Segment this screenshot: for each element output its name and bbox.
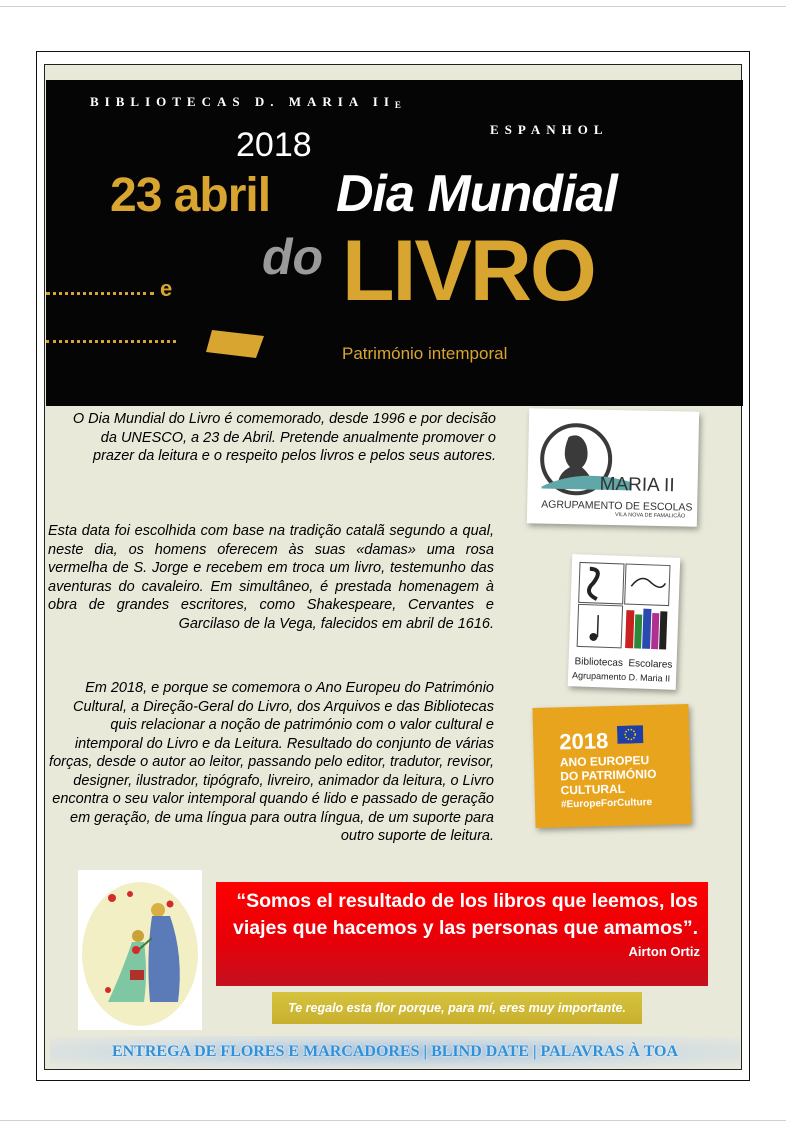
heritage-line3: CULTURAL: [560, 781, 626, 798]
event-banner: [46, 80, 743, 406]
heritage-year: 2018: [559, 728, 609, 755]
heritage-line1: ANO EUROPEU: [559, 753, 650, 770]
school-libraries-logo: [568, 554, 681, 690]
banner-subtitle: Património intemporal: [342, 344, 508, 363]
top-divider: [0, 6, 786, 7]
tradition-paragraph: Esta data foi escolhida com base na tradição catalã segundo a qual, neste dia, os homens oferecem às suas «damas» uma rosa vermelha de S. Jorge e recebem em troca um livro, testemunho das aventuras do cavaleiro. Em simultâneo, é prestada homenagem à obra de grandes escritores, como Shakespeare, Cervantes e Garcilaso de la Vega, falecidos em abril de 1616.: [48, 523, 494, 632]
banner-date: 23 abril: [110, 169, 271, 222]
heritage-hashtag: #EuropeForCulture: [560, 796, 653, 811]
school-logo-sub1: AGRUPAMENTO DE ESCOLAS: [541, 498, 693, 514]
banner-dotted-line: [46, 340, 176, 343]
banner-heading-livro: LIVRO: [342, 223, 595, 319]
banner-connector: e: [160, 276, 173, 301]
illustration-card: [78, 870, 202, 1030]
banner-year: 2018: [236, 126, 312, 164]
eu-flag-icon: [617, 725, 643, 744]
banner-organizer: BIBLIOTECAS D. MARIA IIE: [90, 94, 401, 110]
events-banner: ENTREGA DE FLORES E MARCADORES | BLIND DATE | PALAVRAS À TOA: [50, 1036, 740, 1068]
book-and-rose-illustration-icon: [78, 870, 202, 1030]
bottom-divider: [0, 1120, 786, 1121]
heritage-line2: DO PATRIMÓNIO: [560, 766, 657, 784]
school-logo-sub2: VILA NOVA DE FAMALICÃO: [614, 512, 686, 520]
quote-author: Airton Ortiz: [628, 944, 700, 959]
banner-heading-do: do: [262, 229, 324, 285]
intro-paragraph: O Dia Mundial do Livro é comemorado, desde 1996 e por decisão da UNESCO, a 23 de Abril. Pretende anualmente promover o prazer da leitura e o respeito pelos livros e pelos seus autores.: [72, 411, 496, 464]
heritage-paragraph: Em 2018, e porque se comemora o Ano Europeu do Património Cultural, a Direção-Geral do Livro, dos Arquivos e das Bibliotecas quis relacionar a noção de património com o valor cultural e intemporal do Livro e da Leitura. Resultado do conjunto de várias forças, desde o autor ao leitor, passando pelo editor, tradutor, revisor, designer, ilustrador, tipógrafo, livreiro, animador da leitura, o Livro encontra o seu valor intemporal quando é lido e passado de geração em geração, de uma língua para outra língua, de um suporte para outro suporte de leitura.: [49, 680, 494, 844]
gift-note: Te regalo esta flor porque, para mí, eres muy importante.: [272, 992, 642, 1024]
banner-heading-dia: Dia Mundial: [336, 165, 617, 223]
libraries-logo-line1: Bibliotecas Escolares: [574, 656, 673, 671]
banner-organizer-line2: ESPANHOL: [490, 122, 609, 137]
book-shape-icon: [206, 326, 266, 362]
quote-box: [216, 882, 708, 986]
quote-text: “Somos el resultado de los libros que leemos, los viajes que hacemos y las personas que amamos”.: [233, 890, 698, 939]
banner-dotted-line: [46, 292, 154, 295]
library-grid-icon: [569, 554, 680, 658]
school-logo: [527, 408, 699, 527]
european-heritage-logo: [532, 704, 691, 828]
libraries-logo-line2: Agrupamento D. Maria II: [571, 670, 671, 684]
school-logo-name: MARIA II: [599, 473, 675, 497]
